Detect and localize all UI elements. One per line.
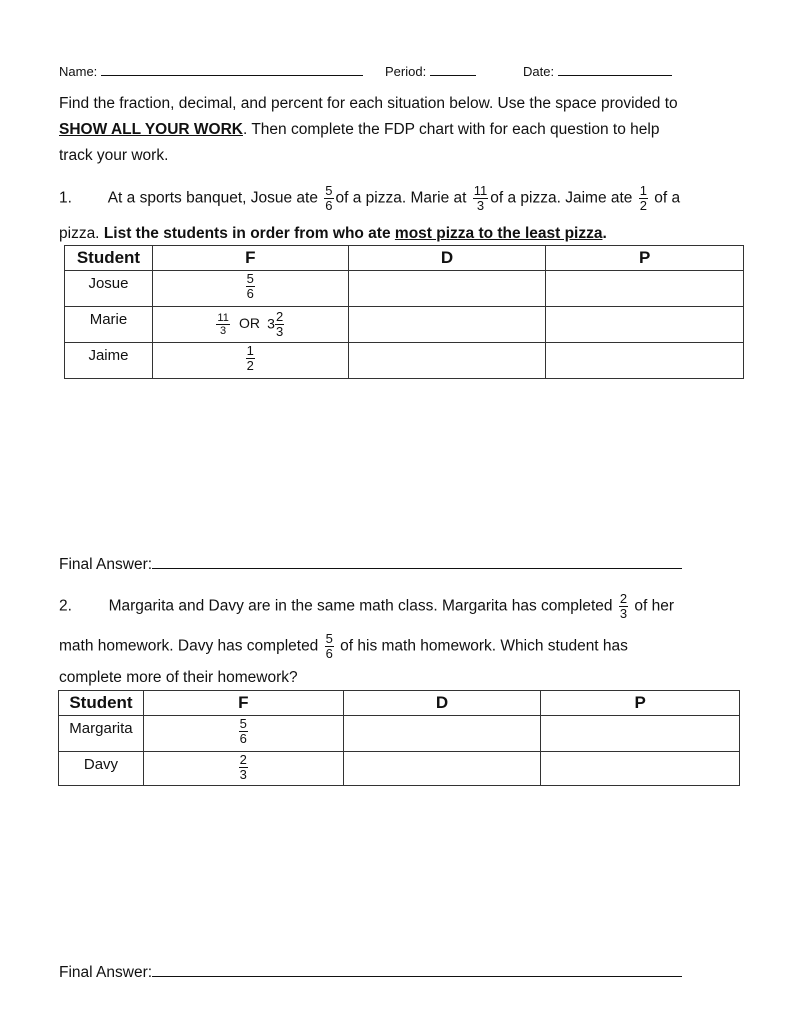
davy-fraction: $\frac{5}{6}$ xyxy=(325,631,333,661)
table-row xyxy=(65,271,744,307)
table-row xyxy=(59,716,740,752)
question-1-text-b: of a pizza. Marie at xyxy=(335,189,467,207)
final-answer-label: Final Answer: xyxy=(59,556,153,573)
percent-cell[interactable] xyxy=(541,752,740,786)
fdp-table-1 xyxy=(64,245,744,379)
margarita-fraction: $\frac{2}{3}$ xyxy=(619,591,628,621)
student-name: Margarita xyxy=(69,720,133,737)
instructions xyxy=(59,91,759,169)
student-name: Davy xyxy=(83,756,119,773)
question-1-text-e: pizza. xyxy=(59,225,100,242)
col-header-f: F xyxy=(152,246,348,271)
date-field[interactable] xyxy=(523,61,672,79)
table-row xyxy=(59,752,740,786)
instructions-emphasis: SHOW ALL YOUR WORK xyxy=(59,121,243,138)
student-name: Josue xyxy=(88,275,129,292)
question-2-text-b: of her xyxy=(634,597,675,615)
col-header-d: D xyxy=(348,246,546,271)
instructions-line-1: Find the fraction, decimal, and percent for each situation below. Use the space provided to xyxy=(59,95,678,112)
decimal-cell[interactable] xyxy=(343,716,541,752)
question-2-line-3: complete more of their homework? xyxy=(59,669,298,686)
final-answer-blank[interactable] xyxy=(152,962,682,977)
decimal-cell[interactable] xyxy=(348,271,546,307)
instructions-line-3: track your work. xyxy=(59,147,169,164)
period-field[interactable] xyxy=(385,61,476,79)
decimal-cell[interactable] xyxy=(348,343,546,379)
percent-cell[interactable] xyxy=(541,716,740,752)
jaime-fraction: $\frac{1}{2}$ xyxy=(639,183,647,213)
question-1-directive: List the students in order from who ate xyxy=(103,225,391,242)
col-header-student: Student xyxy=(59,691,144,716)
decimal-cell[interactable] xyxy=(343,752,541,786)
final-answer-blank[interactable] xyxy=(152,554,682,569)
question-2-line-1 xyxy=(59,592,759,621)
fdp-table-2 xyxy=(58,690,740,786)
fraction-cell: $\frac{5}{6}$ xyxy=(246,271,254,301)
col-header-f: F xyxy=(143,691,343,716)
question-1-number: 1. xyxy=(59,189,72,207)
final-answer-1[interactable] xyxy=(59,552,682,578)
date-blank[interactable] xyxy=(558,61,672,76)
col-header-d: D xyxy=(343,691,541,716)
question-1-line-2: pizza. List the students in order from who ate most pizza to the least pizza. xyxy=(59,225,607,242)
fraction-cell: $\frac{2}{3}$ xyxy=(239,752,247,782)
percent-cell[interactable] xyxy=(546,271,744,307)
final-answer-2[interactable] xyxy=(59,960,682,986)
question-2-text-a: Margarita and Davy are in the same math class. Margarita has completed xyxy=(108,597,613,615)
col-header-p: P xyxy=(546,246,744,271)
percent-cell[interactable] xyxy=(546,307,744,343)
question-2-line-2 xyxy=(59,632,759,661)
period-label: Period: xyxy=(385,64,427,79)
question-2-text-d: of his math homework. Which student has xyxy=(340,637,628,655)
table-header-row xyxy=(65,246,744,271)
instructions-line-2 xyxy=(59,117,759,143)
period-blank[interactable] xyxy=(430,61,476,76)
fraction-cell: $\frac{11}{3}$ OR 3 $\frac{2}{3}$ xyxy=(217,309,284,339)
fraction-cell: $\frac{1}{2}$ xyxy=(246,343,254,373)
instructions-part2: . Then complete the FDP chart with for each question to help xyxy=(243,121,660,138)
question-1-line-1 xyxy=(59,184,759,213)
name-blank[interactable] xyxy=(101,61,363,76)
or-label: OR xyxy=(238,315,260,332)
name-field[interactable] xyxy=(59,61,363,79)
josue-fraction: $\frac{5}{6}$ xyxy=(325,183,333,213)
question-2-number: 2. xyxy=(59,597,72,615)
question-1-text-a: At a sports banquet, Josue ate xyxy=(107,189,318,207)
table-row xyxy=(65,343,744,379)
question-2-text-c: math homework. Davy has completed xyxy=(59,637,319,655)
name-label: Name: xyxy=(59,64,98,79)
question-1-directive-emphasis: most pizza to the least pizza xyxy=(394,225,603,242)
marie-fraction: $\frac{11}{3}$ xyxy=(473,183,488,213)
decimal-cell[interactable] xyxy=(348,307,546,343)
student-name: Jaime xyxy=(88,347,129,364)
table-row xyxy=(65,307,744,343)
percent-cell[interactable] xyxy=(546,343,744,379)
student-name: Marie xyxy=(89,311,128,328)
final-answer-label: Final Answer: xyxy=(59,964,153,981)
mixed-whole: 3 xyxy=(267,315,275,332)
question-1-text-d: of a xyxy=(654,189,681,207)
fraction-cell: $\frac{5}{6}$ xyxy=(239,716,247,746)
table-header-row xyxy=(59,691,740,716)
col-header-student: Student xyxy=(65,246,153,271)
col-header-p: P xyxy=(541,691,740,716)
date-label: Date: xyxy=(523,64,555,79)
question-1-text-c: of a pizza. Jaime ate xyxy=(490,189,633,207)
